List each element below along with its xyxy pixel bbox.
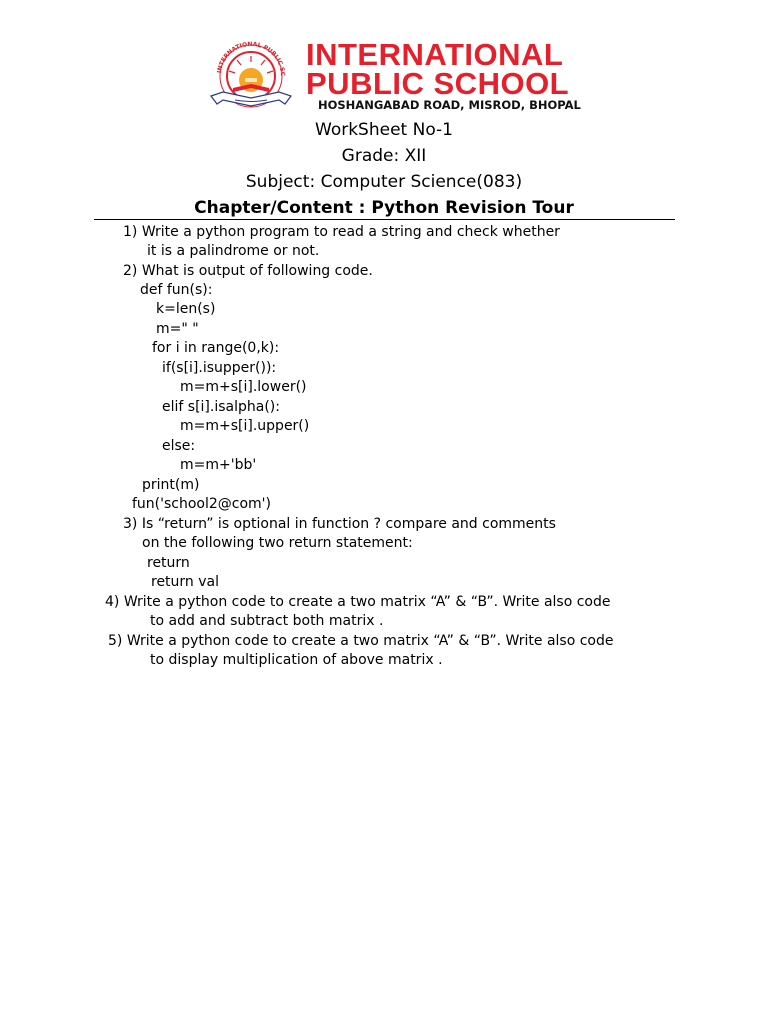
chapter: Chapter/Content : Python Revision Tour [194,198,574,218]
question-5-line-2: to display multiplication of above matrix . [150,652,443,668]
question-4-line-1: 4) Write a python code to create a two matrix “A” & “B”. Write also code [105,594,611,610]
school-address: HOSHANGABAD ROAD, MISROD, BHOPAL [318,98,581,112]
worksheet-number: WorkSheet No-1 [315,120,453,140]
code-line: else: [162,438,196,454]
question-2-line-1: 2) What is output of following code. [123,263,373,279]
svg-text:INTERNATIONAL PUBLIC SCHOOL: INTERNATIONAL PUBLIC SC [216,40,287,77]
school-name-line2: PUBLIC SCHOOL [306,66,570,101]
question-3-line-2: on the following two return statement: [142,535,413,551]
code-line: m=m+s[i].upper() [180,418,310,434]
question-3-line-3: return [147,555,190,571]
code-line: m=m+s[i].lower() [180,379,307,395]
code-line: def fun(s): [140,282,213,298]
school-name-line1: INTERNATIONAL [306,37,564,72]
code-line: fun('school2@com') [132,496,271,512]
school-name [306,37,570,101]
question-3-line-1: 3) Is “return” is optional in function ? compare and comments [123,516,556,532]
subject: Subject: Computer Science(083) [245,172,523,192]
code-line: elif s[i].isalpha(): [162,399,280,415]
grade: Grade: XII [341,146,427,166]
question-1-line-1: 1) Write a python program to read a string and check whether [123,224,560,240]
code-line: print(m) [142,477,200,493]
question-3-line-4: return val [151,574,220,590]
code-line: for i in range(0,k): [152,340,280,356]
school-logo [205,40,297,112]
question-4-line-2: to add and subtract both matrix . [150,613,384,629]
divider-rule [94,219,675,220]
code-line: m=" " [156,321,199,337]
code-line: if(s[i].isupper()): [162,360,277,376]
code-line: k=len(s) [156,301,216,317]
question-5-line-1: 5) Write a python code to create a two matrix “A” & “B”. Write also code [108,633,614,649]
question-1-line-2: it is a palindrome or not. [147,243,320,259]
code-line: m=m+'bb' [180,457,257,473]
